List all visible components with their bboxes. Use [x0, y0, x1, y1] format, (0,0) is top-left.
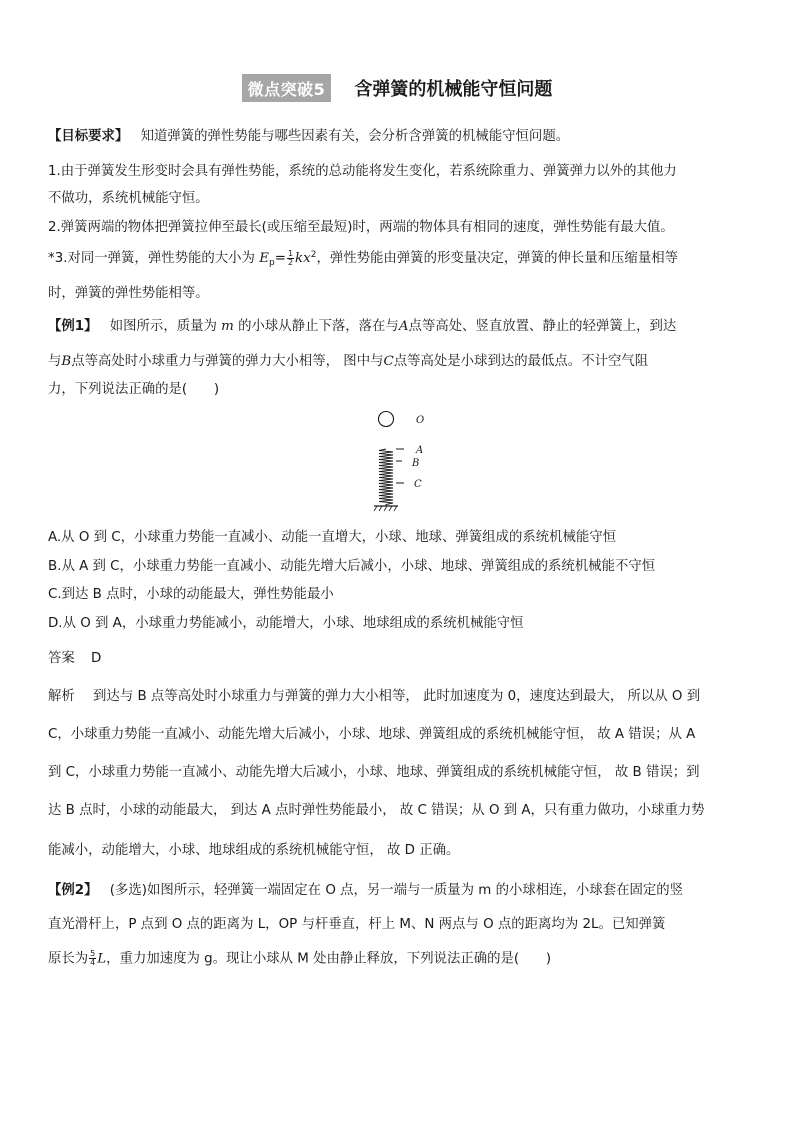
example-1-line-2: [48, 353, 648, 371]
ball-icon: [379, 412, 394, 427]
spring-figure: [368, 405, 438, 517]
analysis-line-3: 到 C，小球重力势能一直减小、动能先增大后减小，小球、地球、弹簧组成的系统机械能守恒， 故 B 错误；到: [48, 765, 700, 780]
example-1-text: 点等高处是小球到达的最低点。不计空气阻: [393, 354, 649, 369]
goal-line: [48, 128, 569, 146]
ground-hatch: [374, 506, 397, 511]
fraction-numerator: 1: [287, 248, 294, 258]
section-title: [0, 74, 794, 102]
fraction-numerator: 5: [90, 949, 96, 958]
example-2-line-1: [48, 882, 683, 900]
example-1-line-3: 力，下列说法正确的是( ): [48, 382, 220, 397]
label-o: O: [416, 415, 425, 426]
symbol-c: C: [383, 354, 394, 369]
option-b: B.从 A 到 C，小球重力势能一直减小、动能先增大后减小，小球、地球、弹簧组成的系统机械能不守恒: [48, 559, 656, 574]
symbol-b: B: [61, 354, 72, 369]
analysis-label: 解析: [48, 689, 75, 704]
answer-value: D: [91, 651, 102, 666]
label-b: B: [412, 458, 420, 469]
example-2-line-2: 直光滑杆上，P 点到 O 点的距离为 L，OP 与杆垂直，杆上 M、N 两点与 O 点的距离均为 2L。已知弹簧: [48, 917, 666, 932]
example-1-label: 【例1】: [48, 319, 98, 334]
option-a: A.从 O 到 C，小球重力势能一直减小、动能一直增大，小球、地球、弹簧组成的系统机械能守恒: [48, 530, 617, 545]
section-badge: 微点突破5: [242, 74, 332, 102]
symbol-m: m: [221, 319, 234, 334]
symbol-a: A: [398, 319, 409, 334]
formula-sup: 2: [310, 250, 317, 260]
example-1-text: 的小球从静止下落，落在与: [238, 319, 399, 334]
label-a: A: [416, 445, 424, 456]
fraction-denominator: 4: [90, 958, 96, 967]
point-3-prefix: *3.对同一弹簧，弹性势能的大小为: [48, 251, 255, 266]
fraction-denominator: 2: [287, 257, 294, 267]
goal-label: 【目标要求】: [48, 129, 129, 144]
spring-coil: [379, 449, 393, 506]
formula-fraction: [287, 250, 294, 267]
point-1-line-1: 1.由于弹簧发生形变时会具有弹性势能，系统的总动能将发生变化，若系统除重力、弹簧弹力以外的其他力: [48, 164, 677, 179]
fraction-five-quarters: [89, 950, 96, 967]
example-1-text: 点等高处、竖直放置、静止的轻弹簧上，到达: [408, 319, 677, 334]
example-1-text: 与: [48, 354, 62, 369]
point-3-line-2: 时，弹簧的弹性势能相等。: [48, 286, 209, 301]
formula-e: E: [259, 251, 269, 266]
example-2-text: 原长为: [48, 951, 89, 967]
section-heading: 含弹簧的机械能守恒问题: [354, 79, 553, 100]
example-1-text: 如图所示，质量为: [109, 319, 217, 334]
option-c: C.到达 B 点时，小球的动能最大，弹性势能最小: [48, 587, 334, 602]
point-2: 2.弹簧两端的物体把弹簧拉伸至最长(或压缩至最短)时，两端的物体具有相同的速度，弹性势能有最大值。: [48, 220, 674, 235]
example-1-line-1: [48, 318, 676, 336]
goal-text: 知道弹簧的弹性势能与哪些因素有关，会分析含弹簧的机械能守恒问题。: [140, 129, 570, 144]
label-c: C: [414, 479, 422, 490]
analysis-line-1: [48, 688, 700, 706]
example-2-line-3: [48, 950, 551, 969]
example-1-text: 点等高处时小球重力与弹簧的弹力大小相等， 图中与: [71, 354, 384, 369]
answer-label: 答案: [48, 651, 75, 666]
example-2-text: ，重力加速度为 g。现让小球从 M 处由静止释放，下列说法正确的是( ): [106, 951, 552, 967]
point-1-line-2: 不做功，系统机械能守恒。: [48, 191, 209, 206]
formula-kx: kx: [295, 251, 311, 266]
example-2-label: 【例2】: [48, 883, 98, 898]
symbol-l: L: [97, 951, 107, 967]
analysis-line-2: C，小球重力势能一直减小、动能先增大后减小，小球、地球、弹簧组成的系统机械能守恒， 故 A 错误；从 A: [48, 727, 696, 742]
point-3-rest: ，弹性势能由弹簧的形变量决定，弹簧的伸长量和压缩量相等: [316, 251, 678, 266]
analysis-line-4: 达 B 点时，小球的动能最大， 到达 A 点时弹性势能最小， 故 C 错误；从 O 到 A，只有重力做功，小球重力势: [48, 803, 705, 818]
spring-diagram: [368, 405, 438, 517]
analysis-text: 到达与 B 点等高处时小球重力与弹簧的弹力大小相等， 此时加速度为 0，速度达到最大， 所以从 O 到: [93, 689, 701, 704]
formula-eq: =: [274, 251, 286, 266]
option-d: D.从 O 到 A，小球重力势能减小，动能增大，小球、地球组成的系统机械能守恒: [48, 616, 524, 631]
example-2-text: (多选)如图所示，轻弹簧一端固定在 O 点，另一端与一质量为 m 的小球相连，小球套在固定的竖: [109, 883, 684, 898]
analysis-line-5: 能减小，动能增大，小球、地球组成的系统机械能守恒， 故 D 正确。: [48, 843, 460, 858]
point-3-line-1: [48, 246, 678, 272]
formula-e-sub: p: [269, 258, 275, 268]
answer-line: [48, 650, 101, 668]
